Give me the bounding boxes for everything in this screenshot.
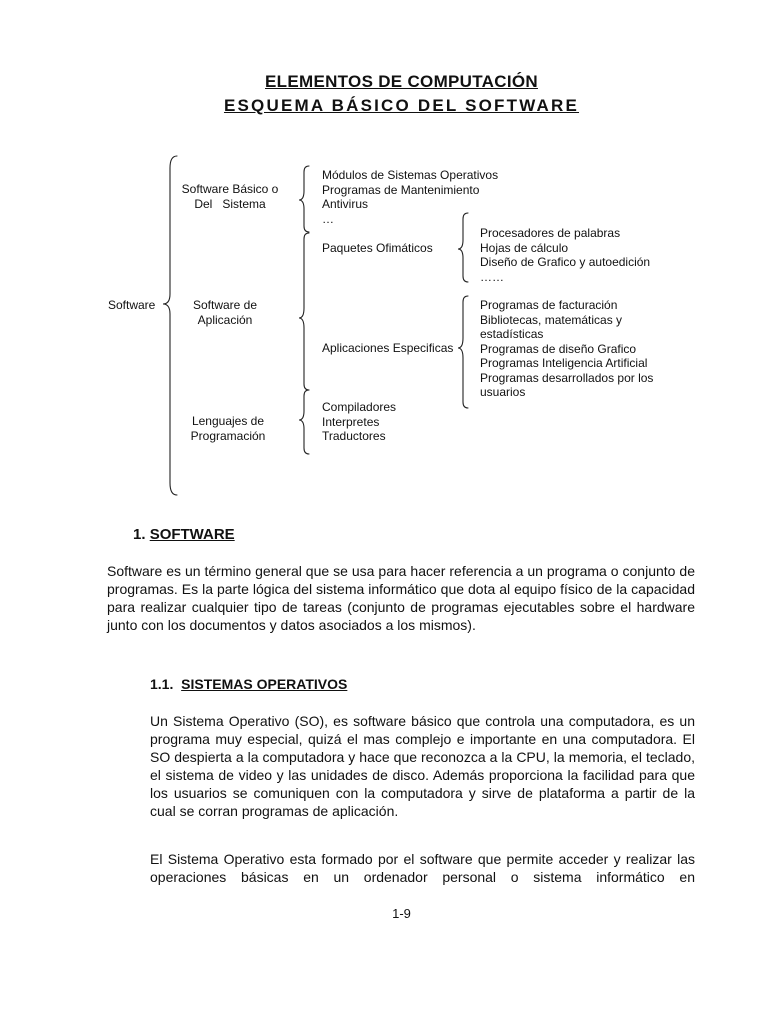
list-item: Programas desarrollados por los [480,370,654,385]
basic-brace [299,166,309,232]
diagram-basic-label-line2: Del Sistema [194,196,266,211]
list-item: Hojas de cálculo [480,240,569,255]
list-item: usuarios [480,385,526,399]
languages-brace [299,390,309,454]
list-item: Programas de facturación [480,298,618,312]
diagram-languages-label-line2: Programación [190,428,266,443]
diagram-languages-label-line1: Lenguajes de [191,414,265,428]
diagram-languages-label [170,414,286,443]
section-1-paragraph: Software es un término general que se usa para hacer referencia a un programa o conjunto de programas. Es la parte lógica del sistema informático que dota al equipo físico de la capacidad para realizar cualquier tipo de tareas (conjunto de programas ejecutables sobre el hardware junto con los documentos y datos asociados a los mismos). [107,563,695,633]
section-1-number: 1. [133,526,146,543]
section-1-1-paragraph-1: Un Sistema Operativo (SO), es software básico que controla una computadora, es un programa muy especial, quizá el mas complejo e importante en una computadora. El SO despierta a la computadora y hace que reconozca a la CPU, la memoria, el teclado, el sistema de video y las unidades de disco. Además proporciona la facilidad para que los usuarios se comuniquen con la computadora y sirve de plataforma a partir de la cual se corran programas de aplicación. [150,713,695,819]
list-item: Bibliotecas, matemáticas y [480,312,623,327]
list-item: Módulos de Sistemas Operativos [322,168,499,182]
page-number: 1-9 [392,906,411,921]
diagram-basic-items [322,168,498,226]
diagram-root-label: Software [108,298,156,312]
section-1-1-paragraph-2: El Sistema Operativo esta formado por el software que permite acceder y realizar las operaciones básicas en un ordenador personal o sistema informático en [150,851,695,885]
list-item: Diseño de Grafico y autoedición [480,255,651,269]
list-item: Compiladores [322,400,397,414]
list-item: Programas Inteligencia Artificial [480,356,648,370]
diagram-specific-items [480,298,653,400]
diagram-application-label-line2: Aplicación [197,312,253,327]
list-item: … [322,211,334,226]
diagram-application-label-line1: Software de [192,298,258,312]
section-1-1-title: SISTEMAS OPERATIVOS [181,676,348,692]
list-item: Programas de Mantenimiento [322,182,480,197]
list-item: estadísticas [480,327,544,341]
document-subtitle: ESQUEMA BÁSICO DEL SOFTWARE [223,96,580,115]
diagram-basic-label [170,182,290,211]
section-1-1-heading [150,676,347,692]
document-title: ELEMENTOS DE COMPUTACIÓN [265,72,538,91]
list-item: Programas de diseño Grafico [480,341,637,356]
list-item: Antivirus [322,197,369,211]
section-1-heading [133,526,235,543]
section-1-title: SOFTWARE [149,526,235,543]
specific-brace [458,296,468,408]
diagram-basic-label-line1: Software Básico o [181,182,279,196]
section-1-1-number: 1.1. [150,676,174,692]
diagram-language-items [322,400,396,444]
application-brace [299,233,309,390]
list-item: Interpretes [322,414,380,429]
list-item: …… [480,269,504,284]
list-item: Traductores [322,429,386,443]
diagram-office-items [480,226,650,284]
diagram-office-label: Paquetes Ofimáticos [322,241,433,255]
diagram-specific-label: Aplicaciones Especificas [322,341,454,355]
list-item: Procesadores de palabras [480,226,621,240]
diagram-application-label [170,298,280,327]
